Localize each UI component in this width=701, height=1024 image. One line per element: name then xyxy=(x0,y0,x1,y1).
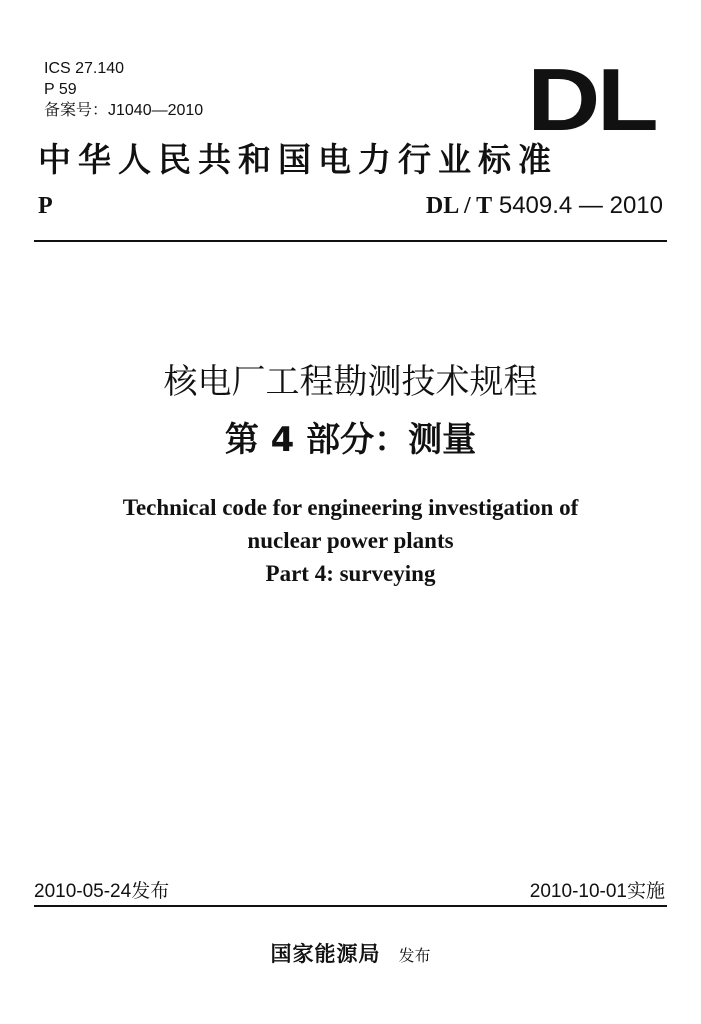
bottom-divider xyxy=(34,905,667,907)
record-number: 备案号：J1040—2010 xyxy=(44,102,204,119)
effective-date: 2010-10-01实施 xyxy=(529,881,665,902)
title-cn-main: 核电厂工程勘测技术规程 xyxy=(163,362,538,402)
standard-number xyxy=(426,192,663,220)
publisher-line xyxy=(0,938,701,968)
metadata-block xyxy=(44,58,203,121)
class-code: P xyxy=(38,193,53,219)
issue-date: 2010-05-24发布 xyxy=(34,881,170,902)
publisher-organization: 国家能源局 xyxy=(270,942,381,966)
classification-code: P 59 xyxy=(44,81,77,98)
title-en-line1: Technical code for engineering investigation of xyxy=(122,495,579,520)
title-cn-part: 第 4 部分：测量 xyxy=(224,420,477,460)
standard-category-title: 中华人民共和国电力行业标准 xyxy=(38,140,558,179)
standard-number-value: 5409.4 — 2010 xyxy=(492,192,663,219)
publisher-action: 发布 xyxy=(398,946,431,965)
dl-logo: DL xyxy=(526,50,655,149)
standard-number-prefix: DL / T xyxy=(425,193,493,219)
title-en-block xyxy=(0,491,701,590)
title-en-line2: nuclear power plants xyxy=(247,528,454,553)
ics-code: ICS 27.140 xyxy=(44,60,125,77)
top-divider xyxy=(34,240,667,242)
title-en-line3: Part 4: surveying xyxy=(265,561,436,586)
